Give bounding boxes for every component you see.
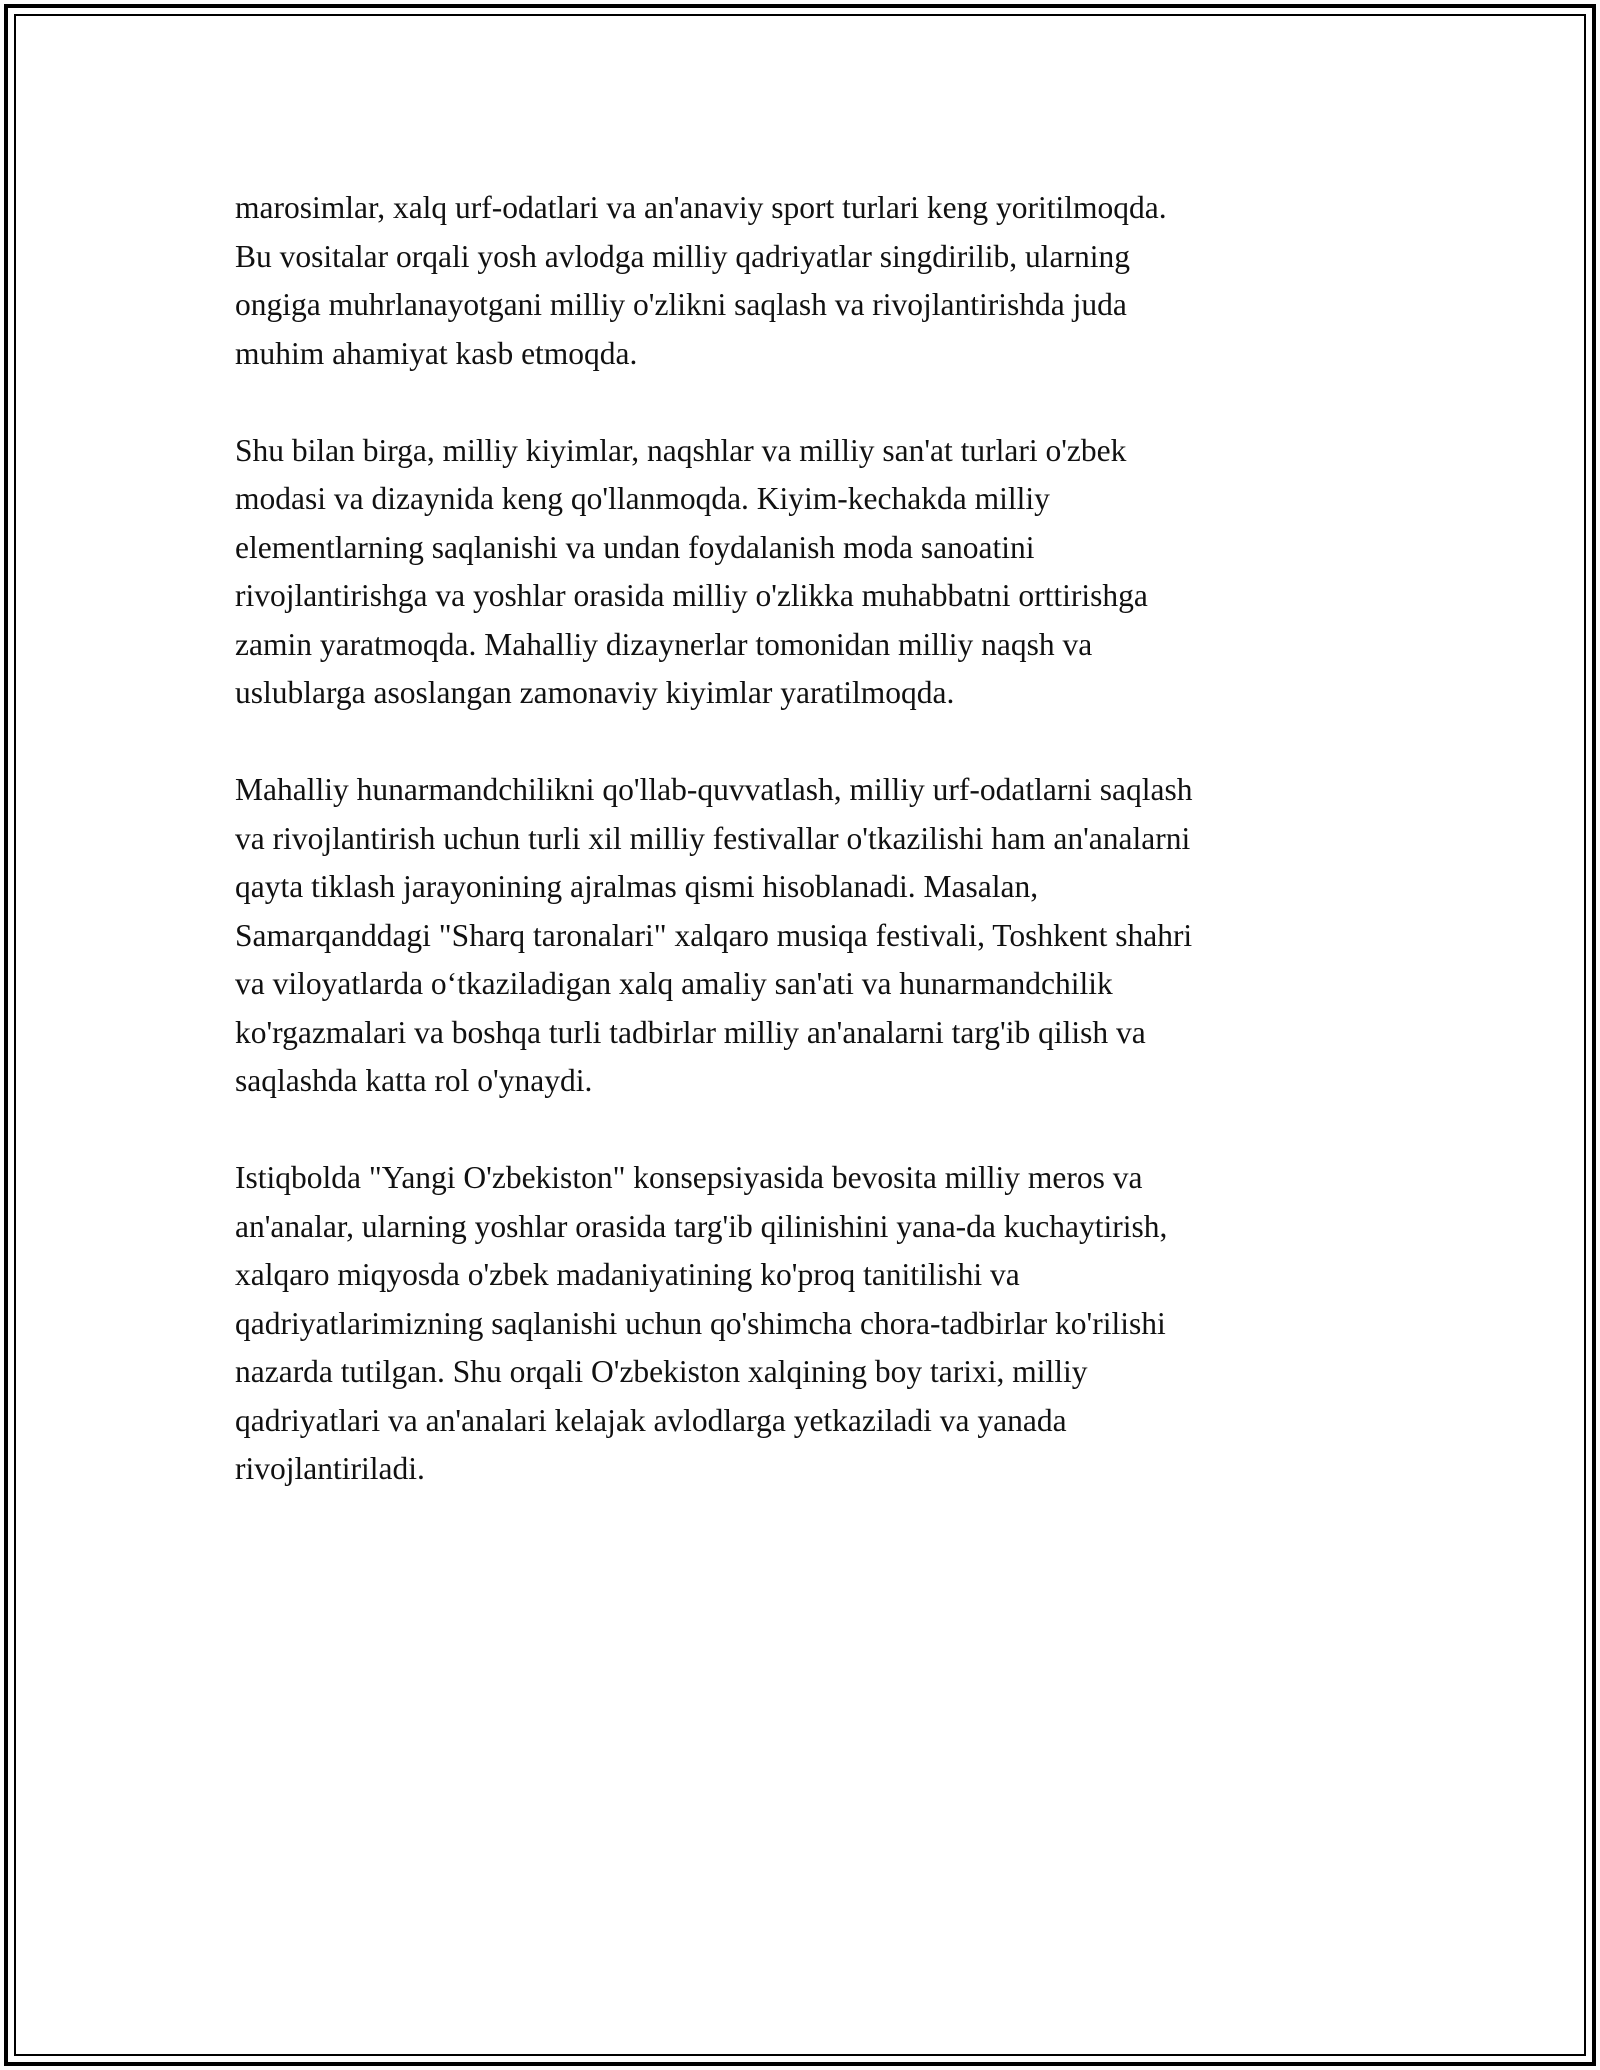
paragraph-national-clothing: Shu bilan birga, milliy kiyimlar, naqshlar va milliy san'at turlari o'zbek modasi va dizaynida keng qo'llanmoqda. Kiyim-kechakda milliy elementlarning saqlanishi va undan foydalanish moda sanoatini rivojlantirishga va yoshlar orasida milliy o'zlikka muhabbatni orttirishga zamin yaratmoqda. Mahalliy dizaynerlar tomonidan milliy naqsh va uslublarga asoslangan zamonaviy kiyimlar yaratilmoqda. [235, 432, 1148, 710]
paragraph-future-outlook: Istiqbolda "Yangi O'zbekiston" konsepsiyasida bevosita milliy meros va an'analar, ularning yoshlar orasida targ'ib qilinishini yana-da kuchaytirish, xalqaro miqyosda o'zbek madaniyatining ko'proq tanitilishi va qadriyatlarimizning saqlanishi uchun qo'shimcha chora-tadbirlar ko'rilishi nazarda tutilgan. Shu orqali O'zbekiston xalqining boy tarixi, milliy qadriyatlari va an'analari kelajak avlodlarga yetkaziladi va yanada rivojlantiriladi. [235, 1160, 1168, 1486]
paragraph-media-values: marosimlar, xalq urf-odatlari va an'anaviy sport turlari keng yoritilmoqda. Bu vositalar orqali yosh avlodga milliy qadriyatlar singdirilib, ularning ongiga muhrlanayotgani milliy o'zlikni saqlash va rivojlantirishda juda muhim ahamiyat kasb etmoqda. [235, 190, 1167, 371]
paragraph-festivals: Mahalliy hunarmandchilikni qo'llab-quvvatlash, milliy urf-odatlarni saqlash va rivojlantirish uchun turli xil milliy festivallar o'tkazilishi ham an'analarni qayta tiklash jarayonining ajralmas qismi hisoblanadi. Masalan, Samarqanddagi "Sharq taronalari" xalqaro musiqa festivali, Toshkent shahri va viloyatlarda o‘tkaziladigan xalq amaliy san'ati va hunarmandchilik ko'rgazmalari va boshqa turli tadbirlar milliy an'analarni targ'ib qilish va saqlashda katta rol o'ynaydi. [235, 772, 1193, 1098]
document-body [235, 184, 1375, 1542]
